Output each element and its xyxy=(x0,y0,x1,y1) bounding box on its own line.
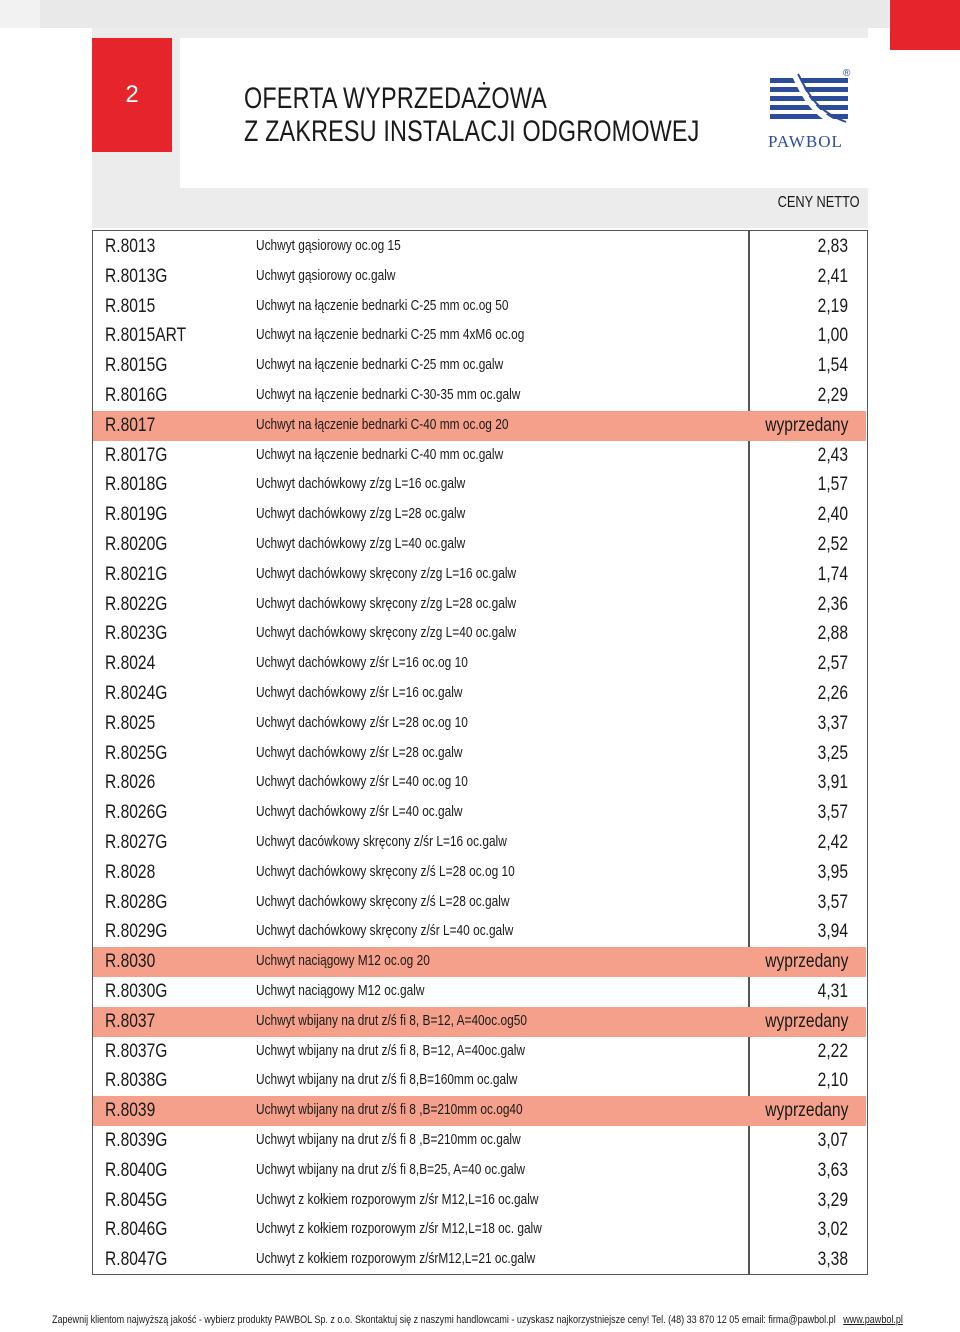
table-row xyxy=(93,739,866,769)
table-row xyxy=(93,1156,866,1186)
table-row xyxy=(93,351,866,381)
product-price: wyprzedany xyxy=(764,1100,848,1122)
product-code: R.8028 xyxy=(105,861,156,883)
product-description: Uchwyt na łączenie bednarki C-30-35 mm oc.galw xyxy=(256,387,521,403)
table-row xyxy=(93,321,866,351)
product-description: Uchwyt dachówkowy z/zg L=16 oc.galw xyxy=(256,476,466,493)
footer-text: Zapewnij klientom najwyższą jakość - wybierz produkty PAWBOL Sp. z o.o. Skontaktuj się z naszymi handlowcami - uzyskasz najkorzystniejsze ceny! Tel. (48) 33 870 12 05 email: firma@pawbol.pl xyxy=(52,1314,836,1326)
table-row xyxy=(93,1037,866,1067)
table-row xyxy=(93,858,866,888)
product-description: Uchwyt dachówkowy z/zg L=40 oc.galw xyxy=(256,536,466,552)
table-row xyxy=(93,262,866,292)
product-description: Uchwyt dachówkowy z/śr L=16 oc.og 10 xyxy=(256,655,468,672)
product-code: R.8018G xyxy=(105,474,168,496)
footer xyxy=(52,1314,903,1326)
product-price: 2,29 xyxy=(817,385,848,406)
product-code: R.8017 xyxy=(105,414,156,436)
product-code: R.8030 xyxy=(105,951,156,973)
top-bar xyxy=(0,0,960,28)
product-code: R.8025 xyxy=(105,712,156,734)
product-description: Uchwyt z kołkiem rozporowym z/śr M12,L=16 oc.galw xyxy=(256,1191,539,1208)
product-price: 1,00 xyxy=(817,325,848,347)
table-row xyxy=(93,441,866,471)
table-row xyxy=(93,530,866,560)
product-code: R.8030G xyxy=(105,981,168,1002)
product-code: R.8022G xyxy=(105,593,168,615)
product-description: Uchwyt wbijany na drut z/ś fi 8, B=12, A=40oc.og50 xyxy=(256,1012,527,1029)
product-code: R.8015 xyxy=(105,295,156,317)
product-code: R.8020G xyxy=(105,534,168,555)
product-description: Uchwyt na łączenie bednarki C-40 mm oc.galw xyxy=(256,446,504,463)
product-price: 2,22 xyxy=(817,1040,848,1062)
table-row-sold-out xyxy=(93,1096,866,1126)
table-row xyxy=(93,381,866,411)
product-description: Uchwyt wbijany na drut z/ś fi 8,B=160mm oc.galw xyxy=(256,1072,518,1089)
product-price: 1,54 xyxy=(817,355,848,377)
product-description: Uchwyt wbijany na drut z/ś fi 8 ,B=210mm oc.og40 xyxy=(256,1102,523,1119)
product-code: R.8038G xyxy=(105,1070,168,1092)
product-code: R.8025G xyxy=(105,742,168,764)
table-row xyxy=(93,1186,866,1216)
product-description: Uchwyt dachówkowy z/śr L=28 oc.og 10 xyxy=(256,714,468,731)
product-price: wyprzedany xyxy=(764,414,848,436)
table-row xyxy=(93,709,866,739)
product-price: 1,57 xyxy=(817,474,848,496)
product-price: 3,57 xyxy=(817,802,848,824)
product-price: 1,74 xyxy=(817,563,848,585)
product-code: R.8045G xyxy=(105,1189,168,1211)
table-row xyxy=(93,590,866,620)
page-number: 2 xyxy=(92,38,172,152)
product-code: R.8037 xyxy=(105,1010,156,1032)
product-description: Uchwyt z kołkiem rozporowym z/śr M12,L=18 oc. galw xyxy=(256,1221,542,1238)
logo-text: PAWBOL xyxy=(768,132,843,151)
product-description: Uchwyt gąsiorowy oc.og 15 xyxy=(256,238,401,254)
table-row xyxy=(93,1066,866,1096)
product-price: 4,31 xyxy=(817,981,848,1002)
table-row xyxy=(93,828,866,858)
product-code: R.8047G xyxy=(105,1249,168,1271)
red-corner-accent xyxy=(890,0,960,50)
table-row xyxy=(93,1215,866,1245)
product-price: 3,95 xyxy=(817,861,848,883)
table-row xyxy=(93,470,866,500)
product-price: 2,40 xyxy=(817,504,848,526)
product-description: Uchwyt naciągowy M12 oc.og 20 xyxy=(256,953,430,970)
table-row xyxy=(93,649,866,679)
table-row xyxy=(93,977,866,1007)
product-code: R.8026G xyxy=(105,802,168,824)
product-description: Uchwyt na łączenie bednarki C-25 mm oc.galw xyxy=(256,357,504,374)
table-row xyxy=(93,917,866,947)
product-description: Uchwyt dachówkowy z/śr L=28 oc.galw xyxy=(256,744,463,761)
product-code: R.8015G xyxy=(105,355,168,377)
product-code: R.8021G xyxy=(105,563,168,585)
product-description: Uchwyt dacówkowy skręcony z/śr L=16 oc.galw xyxy=(256,834,507,850)
product-price: 3,63 xyxy=(817,1159,848,1181)
product-code: R.8024G xyxy=(105,683,168,704)
product-code: R.8024 xyxy=(105,653,156,675)
table-row xyxy=(93,1126,866,1156)
product-price: 3,07 xyxy=(817,1130,848,1151)
product-price: 3,38 xyxy=(817,1249,848,1271)
product-code: R.8037G xyxy=(105,1040,168,1062)
product-code: R.8039 xyxy=(105,1100,156,1122)
product-description: Uchwyt dachówkowy skręcony z/śr L=40 oc.galw xyxy=(256,923,514,940)
product-price: 2,43 xyxy=(817,444,848,466)
price-table xyxy=(92,230,868,1275)
table-row-sold-out xyxy=(93,1007,866,1037)
product-description: Uchwyt gąsiorowy oc.galw xyxy=(256,267,396,284)
product-price: 2,26 xyxy=(817,683,848,704)
title-line-2: Z ZAKRESU INSTALACJI ODGROMOWEJ xyxy=(244,115,700,148)
product-price: 2,36 xyxy=(817,593,848,615)
product-price: 2,42 xyxy=(817,832,848,853)
product-code: R.8019G xyxy=(105,504,168,526)
product-description: Uchwyt wbijany na drut z/ś fi 8 ,B=210mm oc.galw xyxy=(256,1132,521,1148)
product-price: 3,29 xyxy=(817,1189,848,1211)
product-price: 2,57 xyxy=(817,653,848,675)
product-code: R.8017G xyxy=(105,444,168,466)
product-price: 2,19 xyxy=(817,295,848,317)
product-price: 3,57 xyxy=(817,891,848,913)
product-code: R.8028G xyxy=(105,891,168,913)
product-price: 2,83 xyxy=(817,236,848,257)
product-code: R.8027G xyxy=(105,832,168,853)
product-price: 3,37 xyxy=(817,712,848,734)
product-description: Uchwyt dachówkowy z/śr L=16 oc.galw xyxy=(256,685,463,701)
product-description: Uchwyt dachówkowy z/zg L=28 oc.galw xyxy=(256,506,466,523)
product-description: Uchwyt na łączenie bednarki C-40 mm oc.og 20 xyxy=(256,416,509,433)
table-row-sold-out xyxy=(93,947,866,977)
product-description: Uchwyt na łączenie bednarki C-25 mm oc.og 50 xyxy=(256,297,509,314)
table-row xyxy=(93,1245,866,1275)
product-code: R.8015ART xyxy=(105,325,187,347)
product-price: 3,02 xyxy=(817,1219,848,1241)
registered-mark: ® xyxy=(843,68,851,79)
product-price: 2,88 xyxy=(817,623,848,645)
product-code: R.8039G xyxy=(105,1130,168,1151)
page-title xyxy=(244,82,700,148)
product-price: 2,41 xyxy=(817,265,848,287)
product-description: Uchwyt dachówkowy skręcony z/zg L=40 oc.galw xyxy=(256,625,517,642)
product-description: Uchwyt wbijany na drut z/ś fi 8, B=12, A=40oc.galw xyxy=(256,1042,525,1059)
table-row xyxy=(93,619,866,649)
table-row xyxy=(93,768,866,798)
product-description: Uchwyt dachówkowy skręcony z/zg L=16 oc.galw xyxy=(256,565,517,582)
product-description: Uchwyt naciągowy M12 oc.galw xyxy=(256,983,425,999)
product-description: Uchwyt dachówkowy z/śr L=40 oc.galw xyxy=(256,804,463,821)
table-row xyxy=(93,798,866,828)
product-price: 3,25 xyxy=(817,742,848,764)
product-price: 2,10 xyxy=(817,1070,848,1092)
title-line-1: OFERTA WYPRZEDAŻOWA xyxy=(244,82,547,115)
table-row xyxy=(93,888,866,918)
table-row xyxy=(93,679,866,709)
table-row-sold-out xyxy=(93,411,866,441)
product-description: Uchwyt z kołkiem rozporowym z/śrM12,L=21 oc.galw xyxy=(256,1251,536,1268)
product-code: R.8013G xyxy=(105,265,168,287)
table-row xyxy=(93,292,866,322)
table-row xyxy=(93,560,866,590)
product-code: R.8026 xyxy=(105,772,156,794)
footer-website-link[interactable]: www.pawbol.pl xyxy=(843,1314,903,1326)
prices-header: CENY NETTO xyxy=(777,194,860,211)
table-row xyxy=(93,232,866,262)
table-row xyxy=(93,500,866,530)
product-price: 3,94 xyxy=(817,921,848,943)
product-price: 3,91 xyxy=(817,772,848,794)
product-price: wyprzedany xyxy=(764,1010,848,1032)
product-description: Uchwyt dachówkowy z/śr L=40 oc.og 10 xyxy=(256,774,468,791)
product-code: R.8029G xyxy=(105,921,168,943)
product-description: Uchwyt dachówkowy skręcony z/ś L=28 oc.galw xyxy=(256,893,510,910)
product-description: Uchwyt wbijany na drut z/ś fi 8,B=25, A=40 oc.galw xyxy=(256,1161,525,1178)
product-code: R.8040G xyxy=(105,1159,168,1181)
product-price: wyprzedany xyxy=(764,951,848,973)
product-description: Uchwyt na łączenie bednarki C-25 mm 4xM6 oc.og xyxy=(256,327,525,344)
product-price: 2,52 xyxy=(817,534,848,555)
top-bar-left xyxy=(0,0,40,28)
product-code: R.8016G xyxy=(105,385,168,406)
product-code: R.8023G xyxy=(105,623,168,645)
product-code: R.8046G xyxy=(105,1219,168,1241)
product-code: R.8013 xyxy=(105,236,156,257)
product-description: Uchwyt dachówkowy skręcony z/zg L=28 oc.galw xyxy=(256,595,517,612)
product-description: Uchwyt dachówkowy skręcony z/ś L=28 oc.og 10 xyxy=(256,863,515,880)
